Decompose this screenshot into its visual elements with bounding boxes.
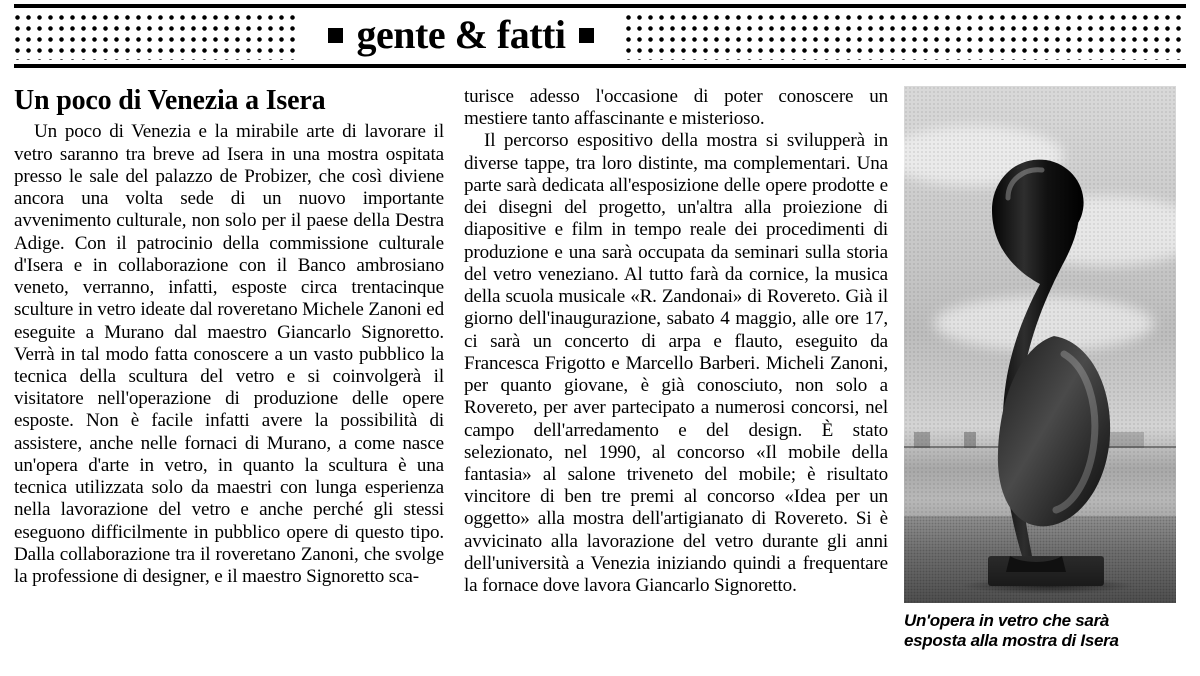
photo-column [904,86,1176,651]
photo-caption-line2: esposta alla mostra di Isera [904,631,1119,651]
paragraph-c2-p1: turisce adesso l'occasione di poter conoscere un mestiere tanto affascinante e misterioso. [464,86,888,130]
masthead-dots-left [14,12,296,60]
square-bullet-left-icon [328,28,343,43]
photo-caption [904,611,1176,651]
glass-sculpture-photo [904,86,1176,603]
sculpture-silhouette [904,86,1176,603]
masthead [14,0,1186,76]
paragraph-c1-p1: Un poco di Venezia e la mirabile arte di lavorare il vetro saranno tra breve ad Isera in una mostra ospitata presso le sale del palazzo de Probizer, che così diviene ancora una volta sede di un nuovo importante avvenimento culturale, non solo per il paese della Destra Adige. Con il patrocinio della commissione culturale d'Isera e in collaborazione con il Banco ambrosiano veneto, verranno, infatti, esposte circa trentacinque sculture in vetro ideate dal roveretano Michele Zanoni ed eseguite a Murano dal maestro Giancarlo Signoretto. Verrà in tal modo fatta conoscere a un vasto pubblico la tecnica della scultura del vetro e si coinvolgerà il visitatore nell'operazione di produzione delle opere esposte. Non è facile infatti avere la possibilità di assistere, anche nelle fornaci di Murano, a come nasce un'opera d'arte in vetro, in quanto la scultura è una tecnica utilizzata solo da maestri con lunga esperienza nella lavorazione del vetro e anche perché gli stessi eseguono difficilmente in pubblico opere di questo tipo. Dalla collaborazione tra il roveretano Zanoni, che svolge la professione di designer, e il maestro Signoretto sca- [14,121,444,588]
section-title: gente & fatti [356,12,566,57]
text-column-1 [14,86,464,651]
masthead-bottom-rule [14,64,1186,68]
paragraph-c2-p2: Il percorso espositivo della mostra si svilupperà in diverse tappe, tra loro distinte, ma complementari. Una parte sarà dedicata all'esposizione delle opere prodotte e dei disegni del progetto, un'altra alla proiezione di diapositive e film in tempo reale dei procedimenti di produzione e una sarà occupata da seminari sulla storia del vetro veneziano. Al tutto farà da cornice, la musica della scuola musicale «R. Zandonai» di Rovereto. Già il giorno dell'inaugurazione, sabato 4 maggio, alle ore 17, ci sarà un concerto di arpa e flauto, eseguito da Francesca Frigotto e Marcello Barberi. Micheli Zanoni, per quanto giovane, è già conosciuto, non solo a Rovereto, per aver partecipato a numerosi concorsi, nel campo dell'arredamento e del design. È stato selezionato, nel 1990, al concorso «Il mobile della fantasia» al salone triveneto del mobile; è risultato vincitore di ben tre premi al concorso «Idea per un oggetto» alla mostra dell'artigianato di Rovereto. Si è avvicinato alla lavorazione del vetro durante gli anni dell'università a Venezia iniziando quindi a frequentare la fornace dove lavora Giancarlo Signoretto. [464,130,888,597]
square-bullet-right-icon [579,28,594,43]
article-body [14,86,1186,651]
photo-caption-line1: Un'opera in vetro che sarà [904,611,1110,630]
article-headline: Un poco di Venezia a Isera [14,85,326,116]
text-column-2 [464,86,904,651]
masthead-dots-right [614,12,1186,60]
masthead-title-block [296,8,626,62]
photo-wrap [904,86,1176,651]
